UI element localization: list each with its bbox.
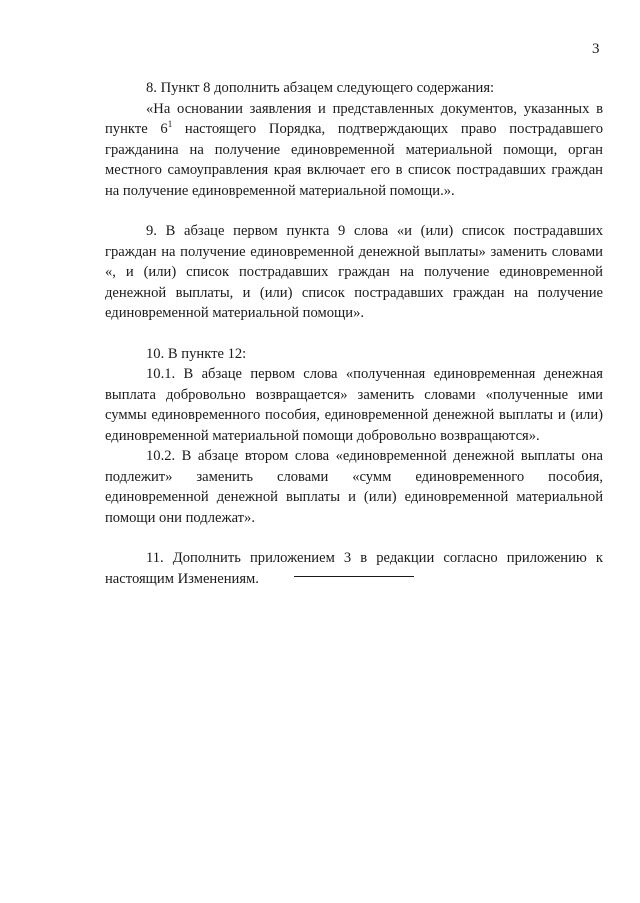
item-8-quote: [105, 99, 603, 202]
item-9: 9. В абзаце первом пункта 9 слова «и (или) список пострадавших граждан на получение единовременной денежной выплаты» заменить словами «, и (или) список пострадавших граждан на получение единовременной денежной выплаты, и (или) список пострадавших граждан на получение единовременной материальной помощи».: [105, 223, 603, 321]
item-8-quote-part2: настоящего Порядка, подтверждающих право пострадавшего гражданина на получение единовременной материальной помощи, орган местного самоуправления края включает его в список пострадавших граждан на получение единовременной материальной помощи.».: [105, 121, 603, 199]
item-11: 11. Дополнить приложением 3 в редакции согласно приложению к настоящим Изменениям.: [105, 550, 603, 587]
document-body: [105, 78, 603, 589]
end-divider: [294, 576, 414, 577]
superscript: 1: [167, 119, 173, 130]
item-8-quote-part1: «На основании заявления и представленных документов, указанных в пункте 6: [105, 100, 603, 137]
item-10-intro: 10. В пункте 12:: [146, 345, 247, 362]
paragraph-gap: [105, 528, 603, 548]
item-10-2: 10.2. В абзаце втором слова «единовременной денежной выплаты она подлежит» заменить словами «сумм единовременного пособия, единовременной денежной выплаты и (или) единовременной материальной помощи они подлежат».: [105, 448, 603, 526]
item-10-1: 10.1. В абзаце первом слова «полученная единовременная денежная выплата добровольно возвращается» заменить словами «полученные ими суммы единовременного пособия, единовременной денежной выплаты и (или) единовременной материальной помощи добровольно возвращаются».: [105, 366, 603, 444]
paragraph-gap: [105, 324, 603, 344]
item-8-intro: 8. Пункт 8 дополнить абзацем следующего содержания:: [146, 80, 495, 96]
page-number: 3: [592, 41, 600, 57]
paragraph-gap: [105, 201, 603, 221]
